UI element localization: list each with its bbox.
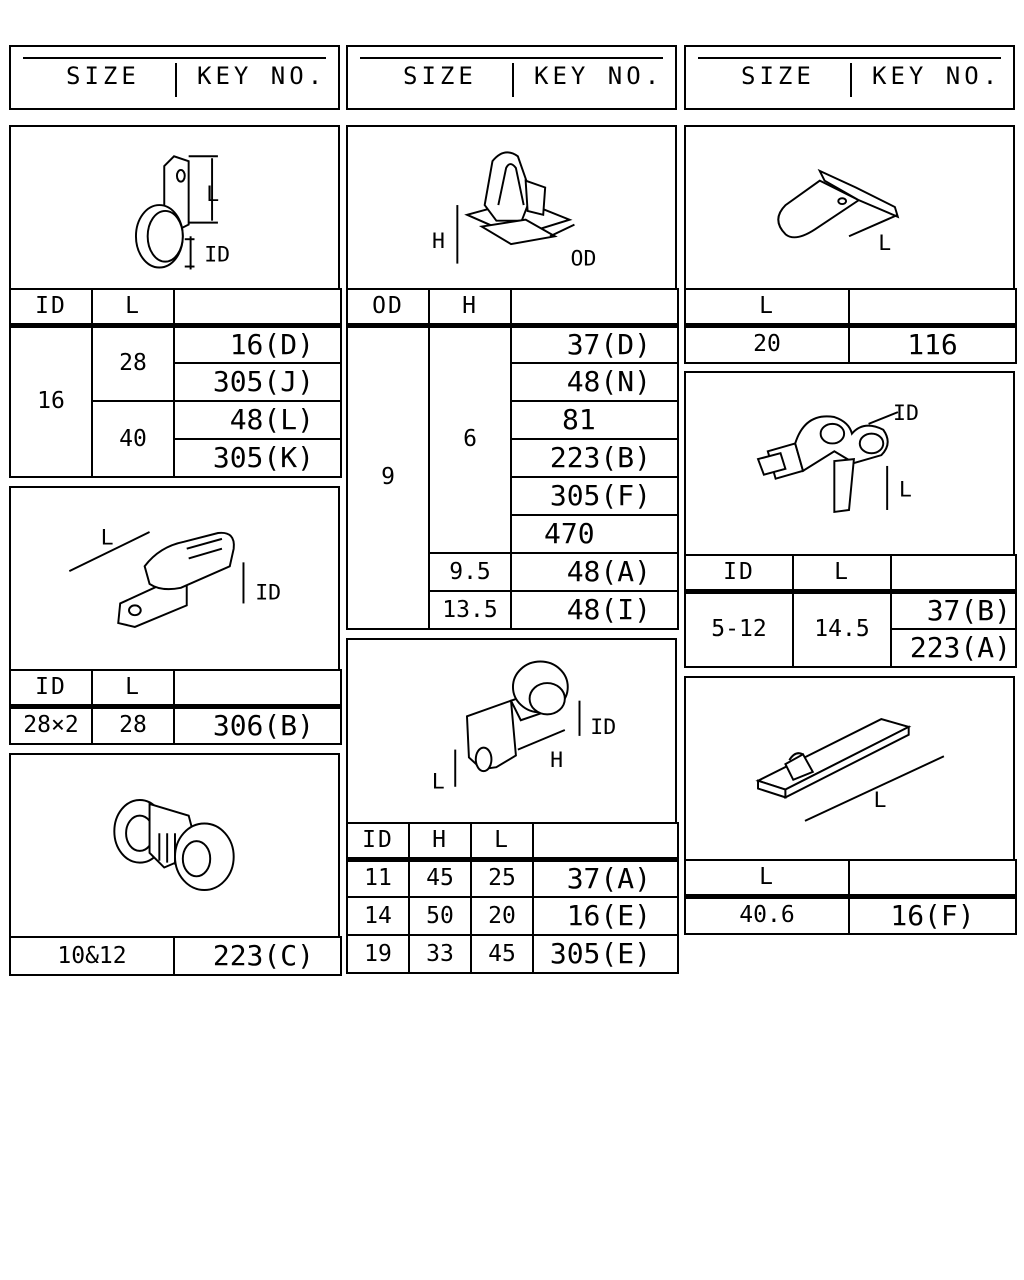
- cell-l: 40.6: [685, 896, 849, 934]
- dim-l: L: [878, 230, 892, 256]
- clamp-b-table: [9, 669, 342, 745]
- cell-key: 223(C): [174, 937, 341, 975]
- cell-l: 14.5: [793, 591, 891, 667]
- col-l: L: [685, 860, 849, 896]
- cell-l: 25: [471, 859, 533, 897]
- col-h: H: [409, 823, 471, 859]
- col-key: [849, 289, 1016, 325]
- col-l: L: [92, 670, 174, 706]
- double-clamp-icon: [11, 755, 338, 936]
- plate-d-figure: [684, 676, 1015, 861]
- cell-id: 5-12: [685, 591, 793, 667]
- dim-l: L: [431, 769, 445, 795]
- cell-key: 116: [849, 325, 1016, 363]
- cell-key: 305(F): [511, 477, 678, 515]
- cell-key: 48(N): [511, 363, 678, 401]
- cell-h: 33: [409, 935, 471, 973]
- dim-h: H: [431, 228, 445, 254]
- cell-h: 50: [409, 897, 471, 935]
- dim-h: H: [550, 748, 564, 774]
- header-col2: [346, 45, 677, 110]
- cell-id: 28×2: [10, 706, 92, 744]
- key-no-label: KEY NO.: [534, 62, 664, 90]
- dim-id: ID: [893, 400, 919, 426]
- cell-id: 19: [347, 935, 409, 973]
- header-col1: [9, 45, 340, 110]
- cell-key: 305(K): [174, 439, 341, 477]
- cell-key: 306(B): [174, 706, 341, 744]
- col-h: H: [429, 289, 511, 325]
- col-key: [174, 289, 341, 325]
- dim-id: ID: [204, 242, 231, 268]
- cell-l: 20: [471, 897, 533, 935]
- size-label: SIZE: [403, 62, 477, 90]
- cell-key: 470: [511, 515, 678, 553]
- clip-a-table: [346, 288, 679, 630]
- cell-key: 81: [511, 401, 678, 439]
- dim-id: ID: [590, 714, 617, 740]
- cell-key: 223(B): [511, 439, 678, 477]
- cell-h: 9.5: [429, 553, 511, 591]
- clip-c-table: [684, 554, 1017, 668]
- cell-key: 16(E): [533, 897, 678, 935]
- col-l: L: [685, 289, 849, 325]
- cell-h: 13.5: [429, 591, 511, 629]
- bracket-a-figure: [684, 125, 1015, 290]
- clamp-c-table: [9, 936, 342, 976]
- bracket-a-table: [684, 288, 1017, 364]
- cell-l: 28: [92, 325, 174, 401]
- dim-l: L: [100, 525, 114, 551]
- twin-clip-icon: [686, 373, 1013, 554]
- key-no-label: KEY NO.: [197, 62, 327, 90]
- col-id: ID: [685, 555, 793, 591]
- dim-id: ID: [255, 580, 282, 606]
- clamp-b-figure: [9, 486, 340, 671]
- plate-clip-icon: [686, 678, 1013, 859]
- size-label: SIZE: [66, 62, 140, 90]
- dim-od: OD: [570, 246, 597, 272]
- cell-l: 28: [92, 706, 174, 744]
- clip-c-figure: [684, 371, 1015, 556]
- col-id: ID: [347, 823, 409, 859]
- dim-l: L: [898, 477, 912, 503]
- col-od: OD: [347, 289, 429, 325]
- col-id: ID: [10, 289, 92, 325]
- clip-b-table: [346, 822, 679, 974]
- cell-id: 14: [347, 897, 409, 935]
- header-col3: [684, 45, 1015, 110]
- bracket-icon: [686, 127, 1013, 288]
- strap-clamp-icon: [11, 488, 338, 669]
- cell-key: 37(D): [511, 325, 678, 363]
- clamp-a-table: [9, 288, 342, 478]
- cell-key: 48(L): [174, 401, 341, 439]
- cell-od: 9: [347, 325, 429, 629]
- col-l: L: [471, 823, 533, 859]
- plate-d-table: [684, 859, 1017, 935]
- cell-id: 11: [347, 859, 409, 897]
- cell-key: 16(F): [849, 896, 1016, 934]
- size-label: SIZE: [741, 62, 815, 90]
- clamp-a-figure: [9, 125, 340, 290]
- cell-l: 45: [471, 935, 533, 973]
- cell-key: 48(A): [511, 553, 678, 591]
- cell-key: 48(I): [511, 591, 678, 629]
- key-no-label: KEY NO.: [872, 62, 1002, 90]
- col-key: [849, 860, 1016, 896]
- cell-key: 37(A): [533, 859, 678, 897]
- cell-key: 37(B): [891, 591, 1016, 629]
- col-l: L: [92, 289, 174, 325]
- col-key: [174, 670, 341, 706]
- col-key: [533, 823, 678, 859]
- cell-id: 10&12: [10, 937, 174, 975]
- cell-id: 16: [10, 325, 92, 477]
- cell-l: 40: [92, 401, 174, 477]
- cell-key: 223(A): [891, 629, 1016, 667]
- clip-b-figure: [346, 638, 677, 824]
- col-key: [891, 555, 1016, 591]
- cell-l: 20: [685, 325, 849, 363]
- cell-h: 6: [429, 325, 511, 553]
- cell-key: 16(D): [174, 325, 341, 363]
- col-id: ID: [10, 670, 92, 706]
- cell-key: 305(E): [533, 935, 678, 973]
- clamp-c-figure: [9, 753, 340, 938]
- p-clamp-icon: [11, 127, 338, 288]
- dim-l: L: [873, 788, 887, 814]
- clip-a-figure: [346, 125, 677, 290]
- cell-key: 305(J): [174, 363, 341, 401]
- dim-l: L: [206, 182, 220, 208]
- col-l: L: [793, 555, 891, 591]
- offset-clamp-icon: [348, 640, 675, 822]
- push-clip-icon: [348, 127, 675, 288]
- cell-h: 45: [409, 859, 471, 897]
- col-key: [511, 289, 678, 325]
